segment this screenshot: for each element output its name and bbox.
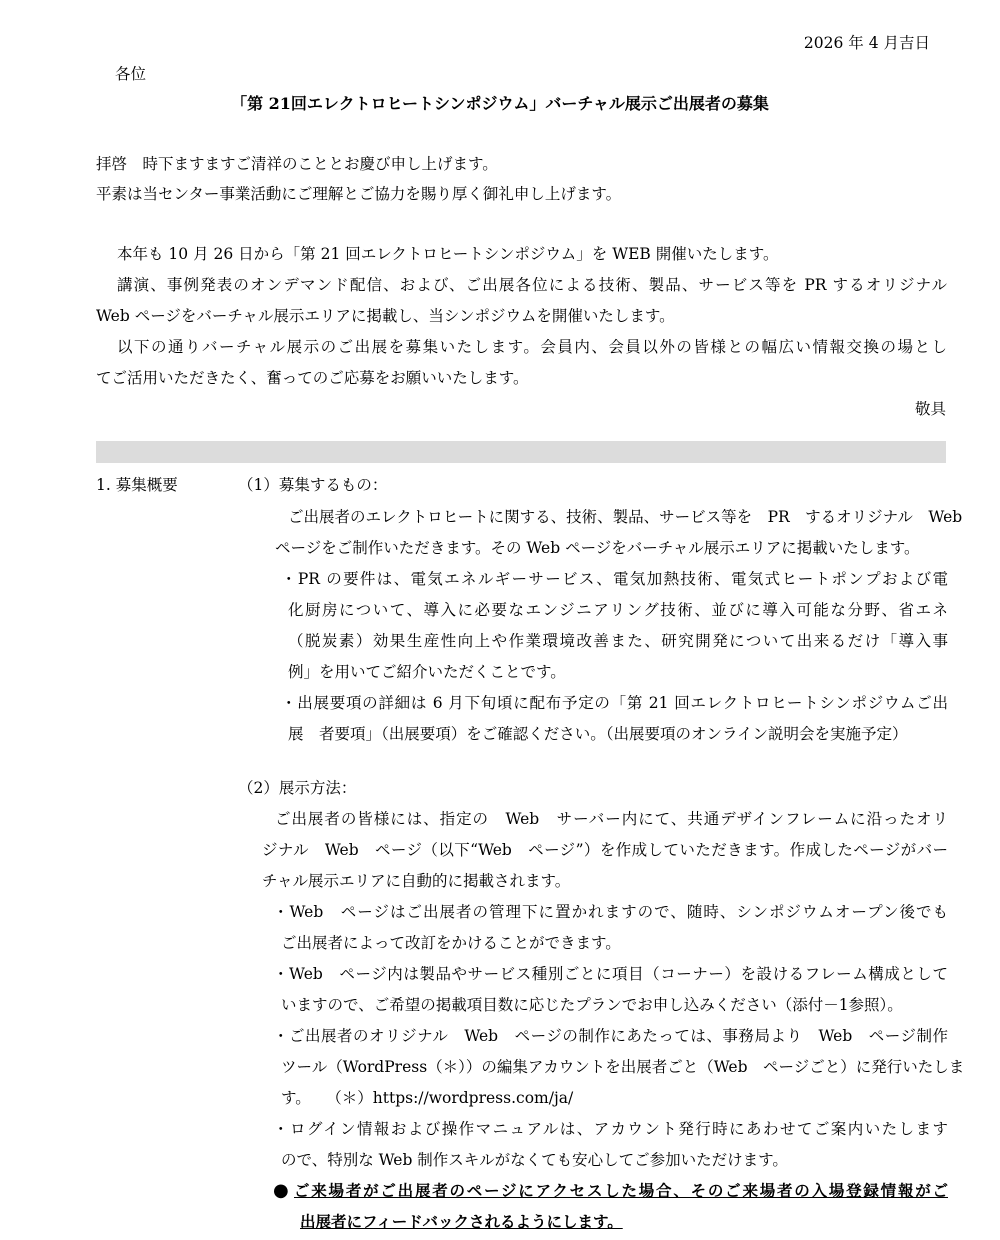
paragraph-line: ページをご制作いただきます。その Web ページをバーチャル展示エリアに掲載いたします。 — [275, 539, 920, 557]
bullet-line: す。 （＊）https://wordpress.com/ja/ — [281, 1089, 574, 1107]
bullet-line: ・ログイン情報および操作マニュアルは、アカウント発行時にあわせてご案内いたします — [273, 1120, 948, 1138]
body-line: てご活用いただきたく、奮ってのご応募をお願いいたします。 — [96, 369, 529, 387]
bullet-line: ので、特別な Web 制作スキルがなくても安心してご参加いただけます。 — [281, 1151, 788, 1169]
bullet-line: ・ご出展者のオリジナル Web ページの制作にあたっては、事務局より Web ページ制作 — [273, 1027, 948, 1045]
subsection-heading: （2）展示方法： — [238, 779, 357, 797]
body-line: Web ページをバーチャル展示エリアに掲載し、当シンポジウムを開催いたします。 — [96, 307, 675, 325]
section-divider — [96, 441, 946, 463]
bullet-line: 化厨房について、導入に必要なエンジニアリング技術、並びに導入可能な分野、省エネ — [288, 601, 948, 619]
bullet-line: いますので、ご希望の掲載項目数に応じたプランでお申し込みください（添付－1参照）。 — [281, 996, 903, 1014]
document-date: 2026 年 4 月吉日 — [803, 34, 930, 52]
paragraph-line: ご出展者の皆様には、指定の Web サーバー内にて、共通デザインフレームに沿ったオリ — [275, 810, 948, 828]
bullet-line: ・Web ページはご出展者の管理下に置かれますので、随時、シンポジウムオープン後でも — [273, 903, 948, 921]
bullet-line: 例」を用いてご紹介いただくことです。 — [288, 663, 566, 681]
addressee: 各位 — [115, 65, 147, 83]
body-line: 講演、事例発表のオンデマンド配信、および、ご出展各位による技術、製品、サービス等を PR するオリジナル — [117, 276, 947, 294]
bullet-line: 展 者要項」（出展要項）をご確認ください。（出展要項のオンライン説明会を実施予定） — [288, 725, 908, 743]
highlight-note-line: 出展者にフィードバックされるようにします。 — [300, 1213, 623, 1231]
closing: 敬具 — [914, 400, 946, 418]
greeting-line: 平素は当センター事業活動にご理解とご協力を賜り厚く御礼申し上げます。 — [96, 185, 622, 203]
highlight-note-line: ご来場者がご出展者のページにアクセスした場合、そのご来場者の入場登録情報がご — [294, 1182, 948, 1200]
subsection-heading: （1）募集するもの： — [238, 476, 388, 494]
document-title: 「第 21回エレクトロヒートシンポジウム」バーチャル展示ご出展者の募集 — [231, 94, 769, 113]
paragraph-line: チャル展示エリアに自動的に掲載されます。 — [262, 872, 571, 890]
greeting-line: 拝啓 時下ますますご清祥のこととお慶び申し上げます。 — [96, 155, 498, 173]
bullet-line: ツール（WordPress（＊））の編集アカウントを出展者ごと（Web ページごと）に発行いたしま — [281, 1058, 965, 1076]
body-line: 以下の通りバーチャル展示のご出展を募集いたします。会員内、会員以外の皆様との幅広い情報交換の場とし — [117, 338, 947, 356]
paragraph-line: ご出展者のエレクトロヒートに関する、技術、製品、サービス等を PR するオリジナル Web — [288, 508, 963, 526]
bullet-line: ・PR の要件は、電気エネルギーサービス、電気加熱技術、電気式ヒートポンプおよび電 — [281, 570, 948, 588]
section-heading: 1. 募集概要 — [96, 476, 178, 494]
bullet-line: ご出展者によって改訂をかけることができます。 — [281, 934, 621, 952]
bullet-line: ・Web ページ内は製品やサービス種別ごとに項目（コーナー）を設けるフレーム構成として — [273, 965, 948, 983]
note-bullet-icon: ● — [273, 1180, 289, 1201]
body-line: 本年も 10 月 26 日から「第 21 回エレクトロヒートシンポジウム」を WEB 開催いたします。 — [117, 245, 779, 263]
bullet-line: ・出展要項の詳細は 6 月下旬頃に配布予定の「第 21 回エレクトロヒートシンポジウムご出 — [281, 694, 948, 712]
bullet-line: （脱炭素）効果生産性向上や作業環境改善また、研究開発について出来るだけ「導入事 — [288, 632, 948, 650]
paragraph-line: ジナル Web ページ（以下“Web ページ”）を作成していただきます。作成したページがバー — [262, 841, 948, 859]
